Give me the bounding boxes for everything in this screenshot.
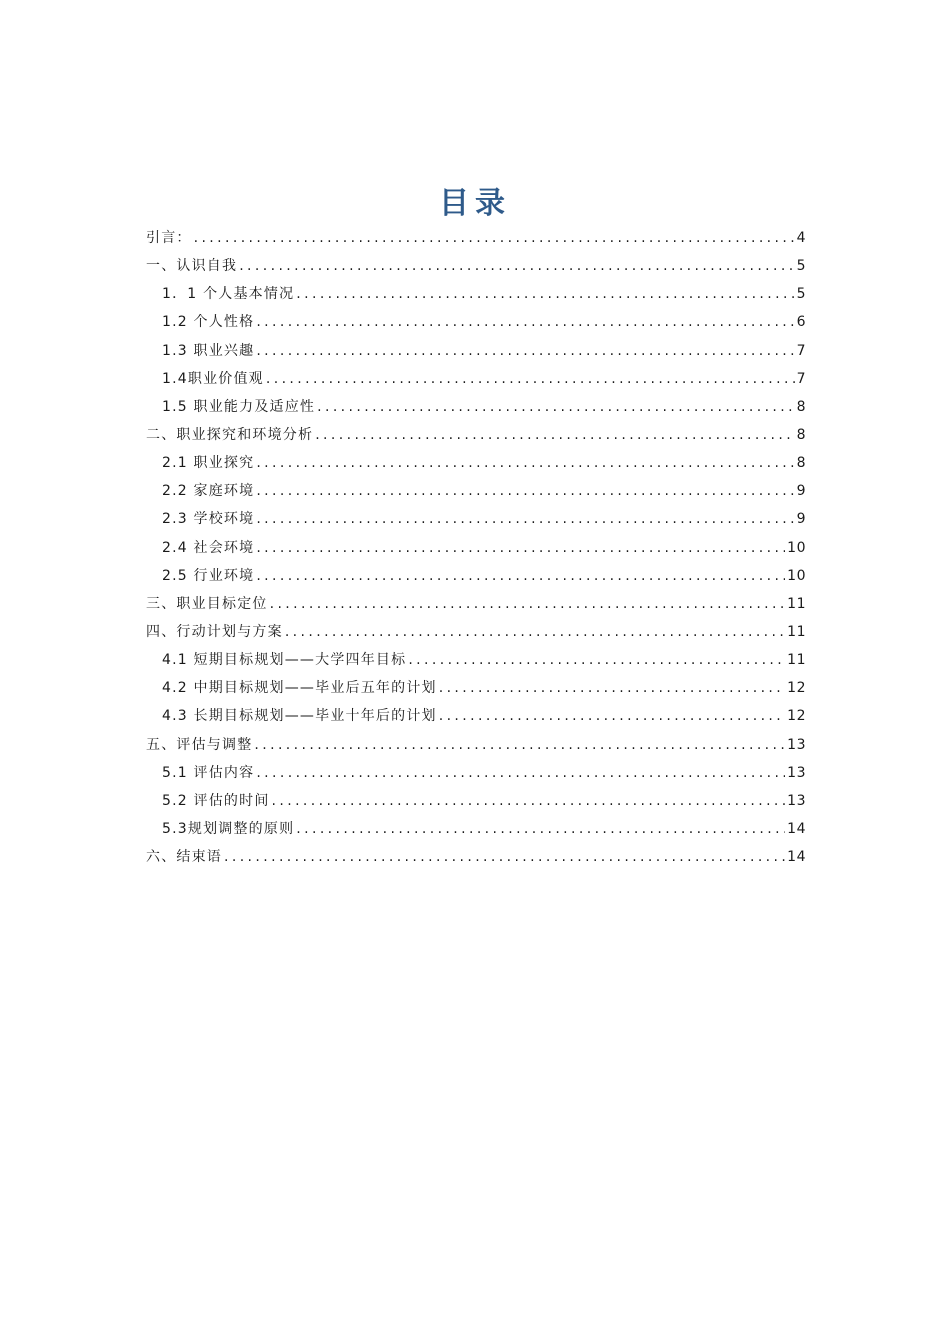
toc-entry-label: 五、评估与调整 (146, 736, 253, 753)
toc-entry-label: 2.4 社会环境 (162, 539, 255, 556)
toc-entry-page: 14 (787, 820, 806, 837)
toc-leader-dots (254, 731, 785, 759)
toc-entry[interactable] (146, 618, 806, 646)
toc-entry-label: 1.5 职业能力及适应性 (162, 398, 316, 415)
toc-entry-label: 一、认识自我 (146, 258, 238, 275)
toc-entry-page: 8 (796, 455, 806, 472)
toc-entry-page: 11 (787, 595, 806, 612)
toc-entry-label: 2.5 行业环境 (162, 567, 255, 584)
toc-entry-page: 9 (796, 511, 806, 528)
toc-entry-page: 8 (796, 398, 806, 415)
toc-entry[interactable] (146, 477, 806, 505)
toc-list (146, 224, 806, 871)
toc-leader-dots (408, 646, 785, 674)
toc-entry-label: 1.4职业价值观 (162, 370, 264, 387)
toc-entry-label: 四、行动计划与方案 (146, 623, 283, 640)
toc-entry-label: 5.3规划调整的原则 (162, 820, 295, 837)
toc-leader-dots (256, 505, 794, 533)
toc-entry-label: 1.2 个人性格 (162, 314, 255, 331)
toc-entry[interactable] (146, 759, 806, 787)
toc-entry[interactable] (146, 365, 806, 393)
toc-entry-label: 2.2 家庭环境 (162, 483, 255, 500)
toc-entry[interactable] (146, 674, 806, 702)
toc-entry-page: 11 (787, 623, 806, 640)
toc-leader-dots (272, 787, 786, 815)
toc-entry-page: 10 (787, 539, 806, 556)
toc-entry-page: 4 (796, 230, 806, 246)
toc-entry-page: 8 (796, 426, 806, 443)
toc-entry-page: 6 (796, 314, 806, 331)
toc-entry-page: 12 (787, 680, 806, 697)
toc-leader-dots (256, 477, 794, 505)
toc-entry-page: 7 (796, 370, 806, 387)
toc-entry[interactable] (146, 449, 806, 477)
toc-entry-page: 9 (796, 483, 806, 500)
toc-entry-page: 12 (787, 708, 806, 725)
toc-entry[interactable] (146, 843, 806, 871)
toc-leader-dots (296, 815, 785, 843)
toc-entry[interactable] (146, 815, 806, 843)
toc-entry-label: 4.1 短期目标规划——大学四年目标 (162, 652, 407, 669)
toc-entry[interactable] (146, 534, 806, 562)
toc-entry[interactable] (146, 562, 806, 590)
toc-entry[interactable] (146, 337, 806, 365)
toc-entry-label: 4.3 长期目标规划——毕业十年后的计划 (162, 708, 437, 725)
toc-entry-label: 2.3 学校环境 (162, 511, 255, 528)
toc-leader-dots (285, 618, 785, 646)
toc-entry-label: 六、结束语 (146, 849, 222, 866)
toc-leader-dots (256, 562, 785, 590)
toc-leader-dots (317, 393, 794, 421)
toc-entry-label: 引言： (146, 230, 192, 246)
toc-entry[interactable] (146, 224, 806, 252)
toc-entry[interactable] (146, 421, 806, 449)
toc-entry-label: 二、职业探究和环境分析 (146, 426, 314, 443)
toc-entry-label: 2.1 职业探究 (162, 455, 255, 472)
toc-entry[interactable] (146, 280, 806, 308)
toc-leader-dots (266, 365, 795, 393)
toc-entry[interactable] (146, 308, 806, 336)
toc-entry-label: 5.1 评估内容 (162, 764, 255, 781)
toc-entry[interactable] (146, 252, 806, 280)
toc-entry-page: 5 (796, 258, 806, 275)
toc-entry-page: 13 (787, 764, 806, 781)
toc-leader-dots (439, 702, 785, 730)
toc-entry-label: 5.2 评估的时间 (162, 792, 270, 809)
toc-entry[interactable] (146, 702, 806, 730)
toc-entry[interactable] (146, 787, 806, 815)
toc-entry-page: 11 (787, 652, 806, 669)
toc-entry-label: 4.2 中期目标规划——毕业后五年的计划 (162, 680, 437, 697)
toc-leader-dots (270, 590, 786, 618)
toc-leader-dots (256, 534, 785, 562)
toc-entry-page: 14 (787, 849, 806, 866)
toc-leader-dots (256, 449, 794, 477)
toc-entry-page: 7 (796, 342, 806, 359)
toc-leader-dots (239, 252, 794, 280)
toc-leader-dots (256, 759, 785, 787)
toc-entry[interactable] (146, 505, 806, 533)
toc-entry[interactable] (146, 646, 806, 674)
toc-entry-page: 5 (796, 286, 806, 303)
toc-entry-label: 1．1 个人基本情况 (162, 286, 295, 303)
toc-title: 目录 (439, 186, 511, 221)
toc-entry-page: 10 (787, 567, 806, 584)
toc-leader-dots (194, 224, 795, 252)
toc-entry-label: 三、职业目标定位 (146, 595, 268, 612)
toc-leader-dots (315, 421, 794, 449)
toc-leader-dots (224, 843, 785, 871)
toc-entry-page: 13 (787, 736, 806, 753)
toc-leader-dots (256, 337, 794, 365)
toc-leader-dots (296, 280, 794, 308)
toc-leader-dots (439, 674, 785, 702)
toc-entry-page: 13 (787, 792, 806, 809)
toc-entry-label: 1.3 职业兴趣 (162, 342, 255, 359)
toc-leader-dots (256, 308, 794, 336)
toc-entry[interactable] (146, 731, 806, 759)
toc-entry[interactable] (146, 590, 806, 618)
toc-entry[interactable] (146, 393, 806, 421)
